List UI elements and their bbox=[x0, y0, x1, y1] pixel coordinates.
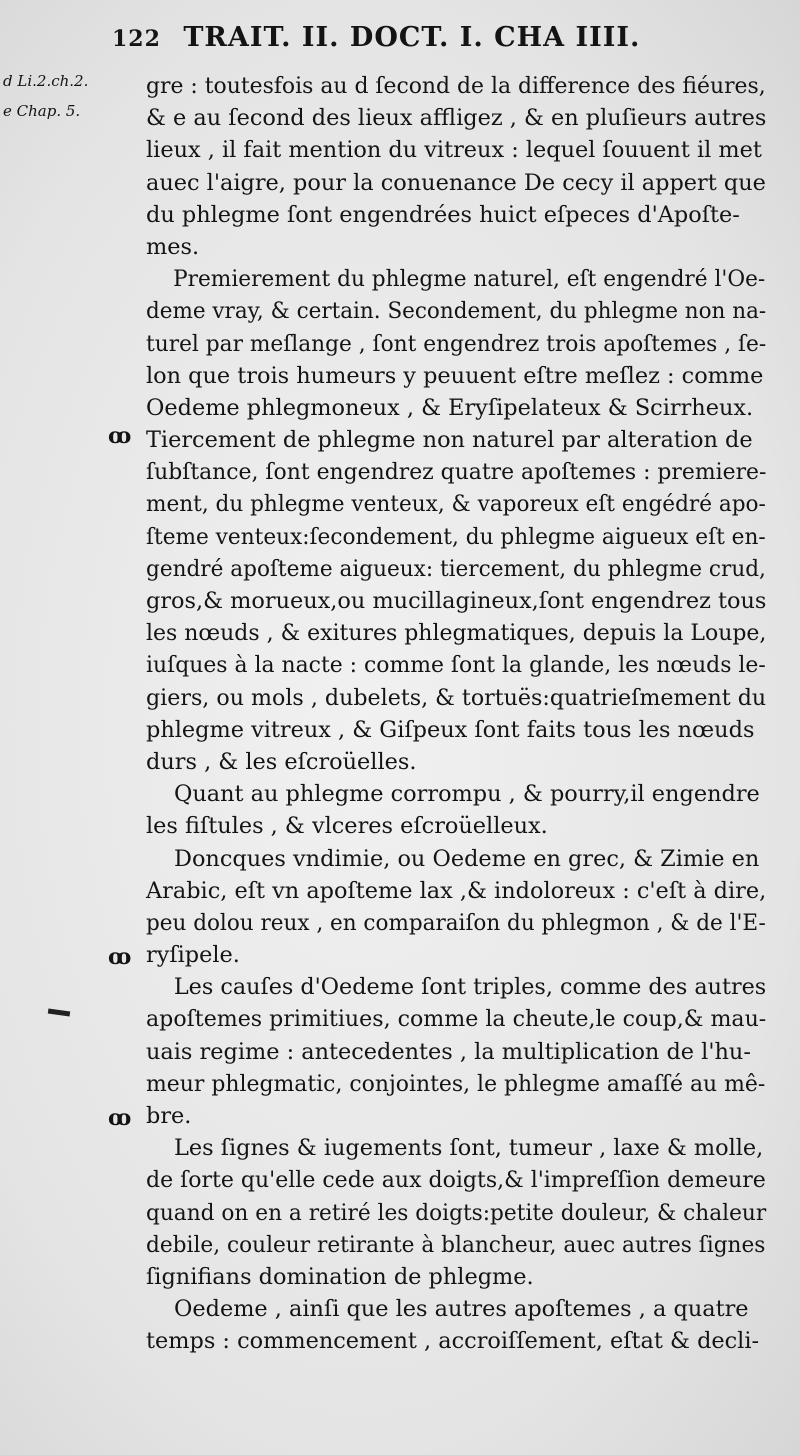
margin-note-2: e Chap. 5. bbox=[3, 102, 81, 120]
text-line: uais regime : antecedentes , la multiplication de l'hu- bbox=[146, 1038, 751, 1065]
text-line: du phlegme ſont engendrées huict eſpeces d'Apoſte- bbox=[146, 201, 740, 228]
text-line: Doncques vndimie, ou Oedeme en grec, & Zimie en bbox=[174, 845, 760, 872]
text-line: bre. bbox=[146, 1103, 192, 1129]
text-line: iuſques à la nacte : comme ſont la glande, les nœuds le- bbox=[146, 652, 766, 679]
text-line: debile, couleur retirante à blancheur, auec autres ſignes bbox=[146, 1231, 766, 1258]
text-line: gros,& morueux,ou mucillagineux,ſont engendrez tous bbox=[146, 588, 767, 614]
margin-ornament-1: ꝏ bbox=[108, 423, 132, 449]
margin-ornament-3: ꝏ bbox=[108, 1105, 132, 1131]
text-line: deme vray, & certain. Secondement, du phlegme non na- bbox=[146, 298, 767, 325]
page-number: 122 bbox=[112, 26, 161, 52]
text-line: turel par meſlange , ſont engendrez trois apoſtemes , ſe- bbox=[146, 330, 767, 357]
text-line: les nœuds , & exitures phlegmatiques, depuis la Loupe, bbox=[146, 620, 767, 647]
text-line: ſignifians domination de phlegme. bbox=[146, 1263, 534, 1290]
text-line: ſubſtance, ſont engendrez quatre apoſtemes : premiere- bbox=[146, 459, 767, 486]
running-header bbox=[112, 22, 762, 60]
text-line: apoſtemes primitiues, comme la cheute,le coup,& mau- bbox=[146, 1006, 767, 1033]
text-line: meur phlegmatic, conjointes, le phlegme amaſſé au mê- bbox=[146, 1070, 766, 1097]
text-line: Quant au phlegme corrompu , & pourry,il engendre bbox=[174, 781, 760, 808]
text-line: Les ſignes & iugements ſont, tumeur , laxe & molle, bbox=[174, 1135, 764, 1162]
text-line: auec l'aigre, pour la conuenance De cecy il appert que bbox=[146, 169, 766, 196]
text-line: peu dolou reux , en comparaiſon du phlegmon , & de l'E- bbox=[146, 909, 766, 936]
text-line: durs , & les eſcroüelles. bbox=[146, 748, 417, 775]
text-line: Arabic, eſt vn apoſteme lax ,& indoloreux : c'eſt à dire, bbox=[146, 877, 767, 904]
margin-ornament-2: ꝏ bbox=[108, 944, 132, 970]
text-line: lieux , il fait mention du vitreux : lequel ſouuent il met bbox=[146, 137, 762, 164]
margin-dash-mark bbox=[48, 1008, 70, 1016]
text-line: lon que trois humeurs y peuuent eſtre meſlez : comme bbox=[146, 362, 764, 389]
text-line: les fiſtules , & vlceres eſcroüelleux. bbox=[146, 813, 548, 840]
text-line: mes. bbox=[146, 233, 200, 260]
text-line: gendré apoſteme aigueux: tiercement, du phlegme crud, bbox=[146, 555, 766, 582]
text-line: phlegme vitreux , & Giſpeux ſont faits tous les nœuds bbox=[146, 716, 755, 743]
margin-note-1: d Li.2.ch.2. bbox=[3, 72, 89, 90]
text-line: de ſorte qu'elle cede aux doigts,& l'impreſſion demeure bbox=[146, 1167, 766, 1194]
text-line: ment, du phlegme venteux, & vaporeux eſt engédré apo- bbox=[146, 491, 766, 518]
running-title: TRAIT. II. DOCT. I. CHA IIII. bbox=[183, 22, 641, 53]
body-text bbox=[146, 70, 766, 1358]
text-line: quand on en a retiré les doigts:petite douleur, & chaleur bbox=[146, 1199, 767, 1226]
text-line: giers, ou mols , dubelets, & tortuës:quatrieſmement du bbox=[146, 684, 767, 711]
text-line: ſteme venteux:ſecondement, du phlegme aigueux eſt en- bbox=[146, 523, 766, 550]
text-line: Oedeme , ainſi que les autres apoſtemes , a quatre bbox=[174, 1296, 749, 1323]
text-line: gre : toutesfois au d ſecond de la difference des fiéures, bbox=[146, 73, 766, 99]
text-line: Les cauſes d'Oedeme ſont triples, comme des autres bbox=[173, 974, 767, 1001]
text-line: temps : commencement , accroiſſement, eſtat & decli- bbox=[146, 1328, 760, 1355]
text-line: ryſipele. bbox=[146, 942, 240, 969]
text-line: Tiercement de phlegme non naturel par alteration de bbox=[146, 427, 753, 454]
text-line: Premierement du phlegme naturel, eſt engendré l'Oe- bbox=[173, 266, 766, 293]
text-line: Oedeme phlegmoneux , & Eryſipelateux & Scirrheux. bbox=[146, 394, 754, 421]
text-line: & e au ſecond des lieux affligez , & en pluſieurs autres bbox=[146, 105, 767, 132]
